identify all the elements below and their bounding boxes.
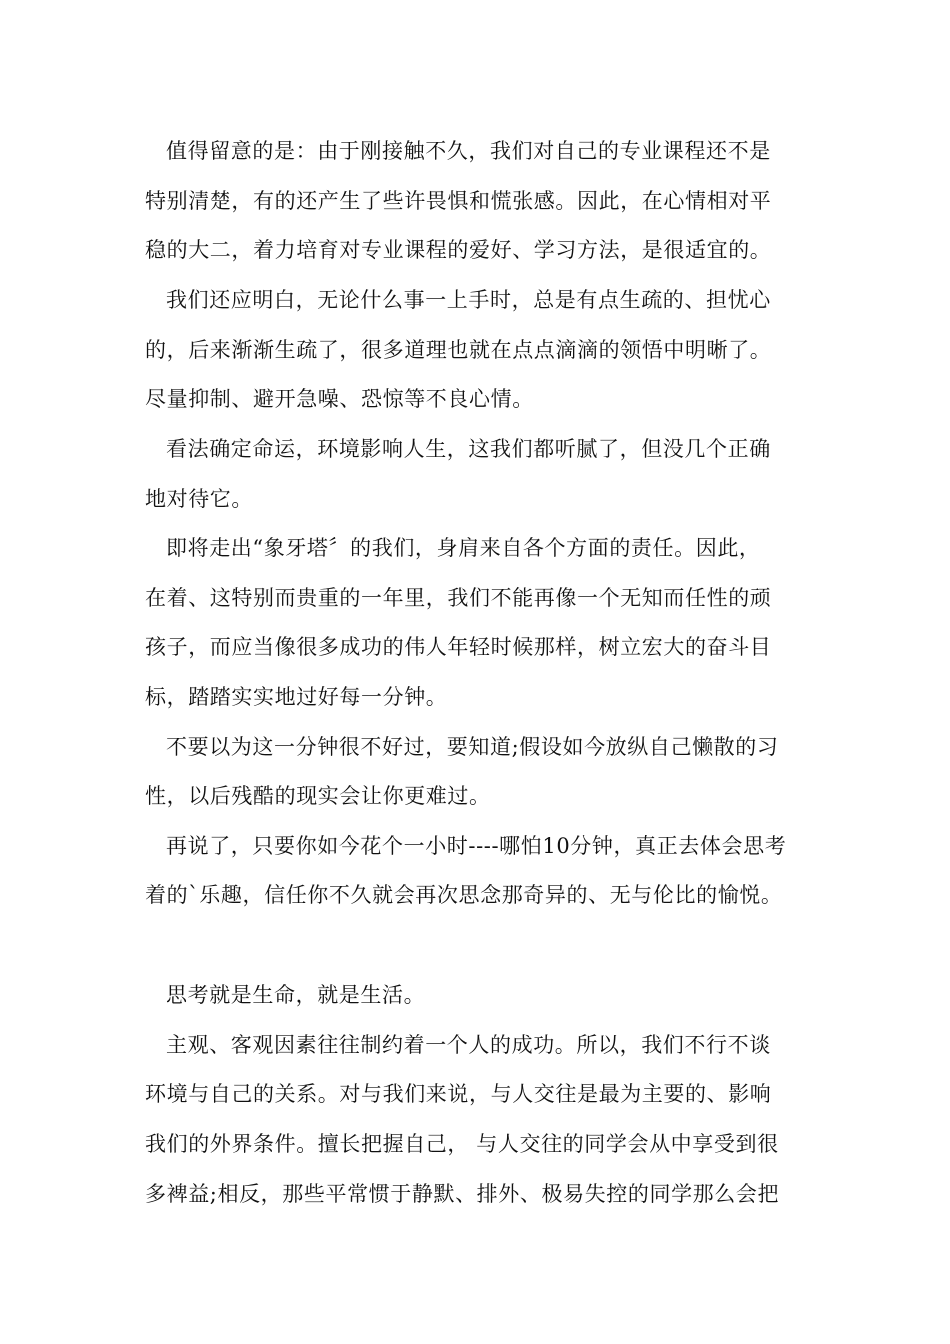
paragraph-line: 看法确定命运，环境影响人生，这我们都听腻了，但没几个正确 <box>166 437 771 461</box>
paragraph-line: 地对待它。 <box>145 487 253 511</box>
paragraph-line: 的，后来渐渐生疏了，很多道理也就在点点滴滴的领悟中明晰了。 <box>145 338 772 362</box>
paragraph-line: 孩子，而应当像很多成功的伟人年轻时候那样，树立宏大的奋斗目 <box>145 635 772 659</box>
paragraph-line: 思考就是生命，就是生活。 <box>166 983 426 1007</box>
paragraph-line: 我们的外界条件。擅长把握自己， 与人交往的同学会从中享受到很 <box>145 1132 779 1156</box>
paragraph-line: 环境与自己的关系。对与我们来说，与人交往是最为主要的、影响 <box>145 1082 772 1106</box>
paragraph-line: 在着、这特别而贵重的一年里，我们不能再像一个无知而任性的顽 <box>145 586 772 610</box>
paragraph-line: 值得留意的是：由于刚接触不久，我们对自己的专业课程还不是 <box>166 139 771 163</box>
paragraph-line: 特别清楚，有的还产生了些许畏惧和慌张感。因此，在心情相对平 <box>145 189 772 213</box>
paragraph-line: 我们还应明白，无论什么事一上手时，总是有点生疏的、担忧心 <box>166 288 771 312</box>
paragraph-line: 性，以后残酷的现实会让你更难过。 <box>145 784 491 808</box>
paragraph-line: 着的`乐趣，信任你不久就会再次思念那奇异的、无与伦比的愉悦。 <box>145 883 783 907</box>
paragraph-line: 标，踏踏实实地过好每一分钟。 <box>145 685 448 709</box>
paragraph-line: 稳的大二，着力培育对专业课程的爱好、学习方法，是很适宜的。 <box>145 238 772 262</box>
paragraph-line: 多裨益;相反，那些平常惯于静默、排外、极易失控的同学那么会把 <box>145 1182 780 1206</box>
paragraph-line: 即将走出“象牙塔〞的我们，身肩来自各个方面的责任。因此， <box>166 536 761 560</box>
paragraph-line: 尽量抑制、避开急噪、恐惊等不良心情。 <box>145 387 534 411</box>
paragraph-line: 再说了，只要你如今花个一小时----哪怕10分钟，真正去体会思考 <box>166 834 787 858</box>
paragraph-line: 主观、客观因素往往制约着一个人的成功。所以，我们不行不谈 <box>166 1033 771 1057</box>
paragraph-line: 不要以为这一分钟很不好过，要知道;假设如今放纵自己懒散的习 <box>166 735 779 759</box>
